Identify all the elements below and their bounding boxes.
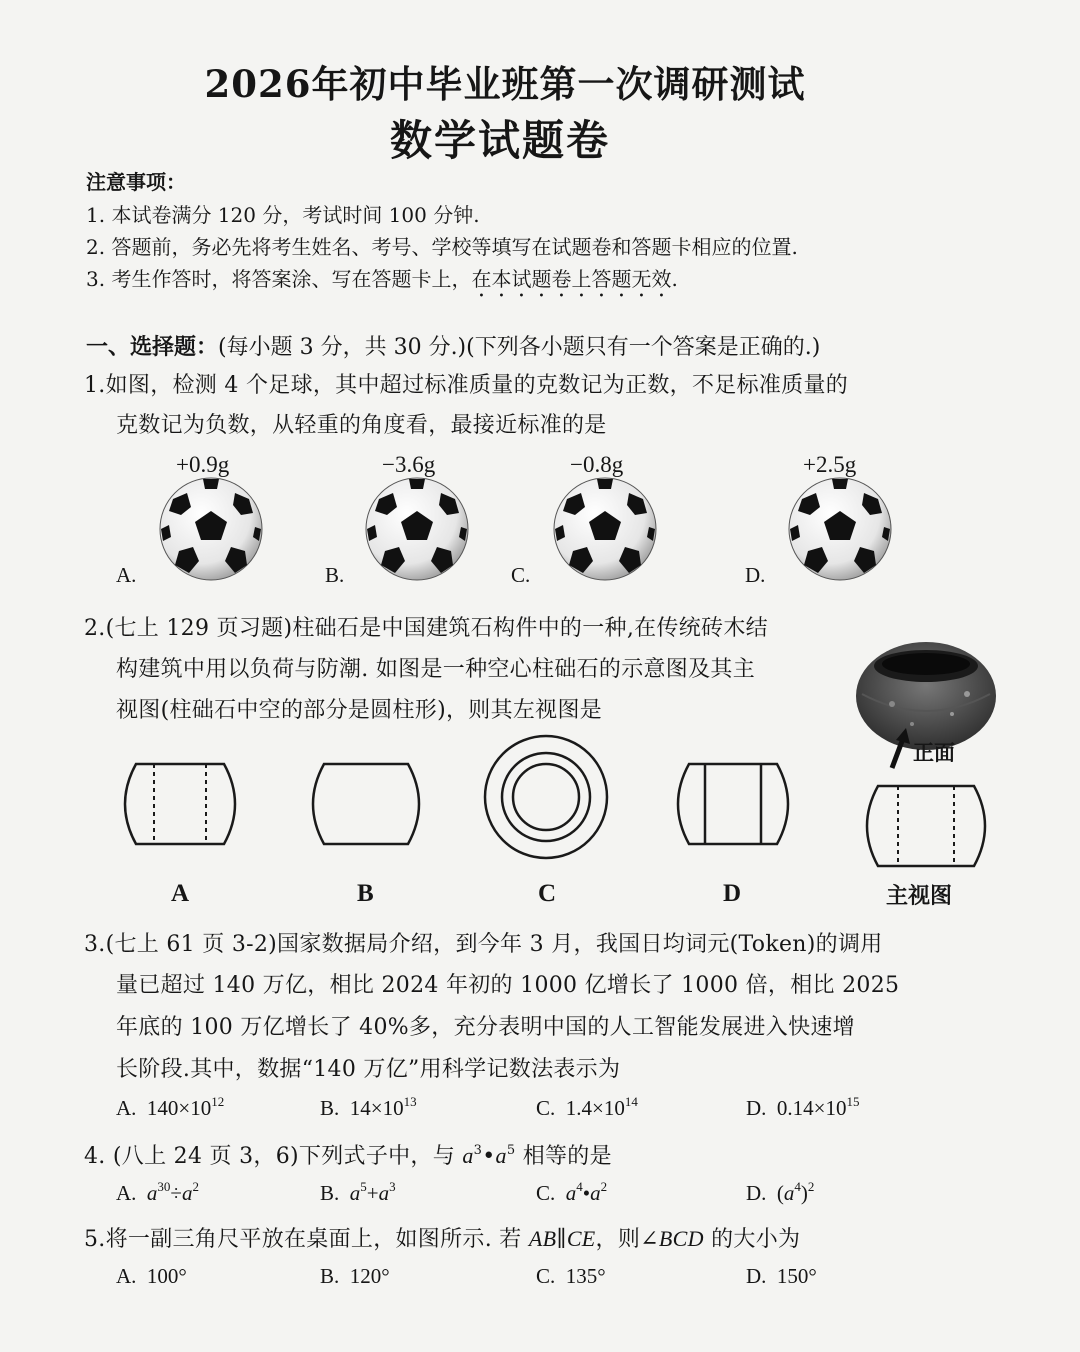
- q4-option-d-label: D.: [746, 1181, 767, 1205]
- front-label: 正面: [913, 741, 955, 765]
- view-d-figure: [663, 758, 803, 850]
- q5-option-b-value: 120°: [349, 1264, 390, 1288]
- q5-option-a: [116, 1264, 187, 1289]
- view-a-label: A: [171, 880, 190, 907]
- q5-option-d: [746, 1264, 817, 1289]
- q5-suffix: 的大小为: [711, 1227, 801, 1252]
- q1-line-2: 克数记为负数，从轻重的角度看，最接近标准的是: [116, 413, 607, 438]
- q3-option-a-base: 140×10: [146, 1096, 212, 1120]
- q1-option-a: A.: [116, 563, 137, 587]
- q5-option-b: [320, 1264, 390, 1289]
- q4-option-b-label: B.: [320, 1181, 340, 1205]
- q3-line-1: 3.(七上 61 页 3-2)国家数据局介绍，到今年 3 月，我国日均词元(Token)的调用: [84, 932, 883, 957]
- q5-option-d-value: 150°: [776, 1264, 817, 1288]
- q3-option-c-label: C.: [536, 1096, 556, 1120]
- view-c-label: C: [538, 880, 557, 907]
- q3-line-2: 量已超过 140 万亿，相比 2024 年初的 1000 亿增长了 1000 倍，相比 2025: [116, 973, 900, 998]
- q5-option-a-label: A.: [116, 1264, 137, 1288]
- q4-suffix: 相等的是: [522, 1144, 612, 1169]
- soccer-ball-c: [553, 477, 659, 583]
- q3-option-a-label: A.: [116, 1096, 137, 1120]
- note-item-1: 1. 本试卷满分 120 分，考试时间 100 分钟.: [86, 203, 480, 227]
- q3-option-d-base: 0.14×10: [776, 1096, 847, 1120]
- q4-option-d: D. $(a^4)^2$: [746, 1179, 815, 1205]
- note-item-2: 2. 答题前，务必先将考生姓名、考号、学校等填写在试题卷和答题卡相应的位置.: [86, 235, 798, 259]
- note-item-3-emphasis: 在本试题卷上答题无效.: [471, 267, 678, 291]
- note-item-3: [86, 263, 678, 302]
- soccer-ball-a: [159, 477, 265, 583]
- section-1-desc: (每小题 3 分，共 30 分.)(下列各小题只有一个答案是正确的.): [218, 335, 821, 360]
- q4-prefix: 4. (八上 24 页 3，6)下列式子中，与: [84, 1144, 456, 1169]
- q3-option-d-label: D.: [746, 1096, 767, 1120]
- front-arrow-icon: [884, 728, 912, 770]
- q4-option-b: B. $a^5+a^3$: [320, 1179, 396, 1205]
- q3-option-d-exp: 15: [846, 1094, 860, 1109]
- q5-option-a-value: 100°: [146, 1264, 187, 1288]
- soccer-ball-b: [365, 477, 471, 583]
- view-a-figure: [110, 758, 250, 850]
- q5-stem: 5.将一副三角尺平放在桌面上，如图所示. 若 AB∥CE，则∠BCD 的大小为: [84, 1226, 801, 1252]
- q5-prefix: 5.将一副三角尺平放在桌面上，如图所示. 若: [84, 1227, 522, 1252]
- q1-mass-d: +2.5g: [803, 452, 857, 477]
- q3-option-d: [746, 1096, 860, 1121]
- view-b-figure: [298, 758, 434, 850]
- q1-line-1: 1.如图，检测 4 个足球，其中超过标准质量的克数记为正数，不足标准质量的: [84, 373, 849, 398]
- q3-option-a-exp: 12: [211, 1094, 225, 1109]
- q1-mass-b: −3.6g: [382, 452, 436, 477]
- main-view-figure: [854, 782, 998, 872]
- q5-option-b-label: B.: [320, 1264, 340, 1288]
- soccer-ball-d: [788, 477, 894, 583]
- view-c-figure: [481, 732, 611, 862]
- q2-line-3: 视图(柱础石中空的部分是圆柱形)，则其左视图是: [116, 698, 603, 723]
- q3-option-b-exp: 13: [403, 1094, 417, 1109]
- q1-mass-c: −0.8g: [570, 452, 624, 477]
- q3-option-b-base: 14×10: [349, 1096, 404, 1120]
- q2-line-1: 2.(七上 129 页习题)柱础石是中国建筑石构件中的一种,在传统砖木结: [84, 616, 768, 641]
- q3-line-3: 年底的 100 万亿增长了 40%多，充分表明中国的人工智能发展进入快速增: [116, 1015, 855, 1040]
- q5-middle: ，则: [595, 1227, 641, 1252]
- q5-option-c-label: C.: [536, 1264, 556, 1288]
- q4-option-a-label: A.: [116, 1181, 137, 1205]
- q4-option-a: A. $a^{30}\div a^2$: [116, 1179, 199, 1205]
- q1-mass-a: +0.9g: [176, 452, 230, 477]
- view-d-label: D: [723, 880, 742, 907]
- section-1-title: 一、选择题：: [86, 335, 219, 360]
- q5-option-c: [536, 1264, 606, 1289]
- exam-title: 2026年初中毕业班第一次调研测试: [204, 62, 806, 106]
- note-item-3-text: 3. 考生作答时，将答案涂、写在答题卡上，: [86, 267, 472, 291]
- q3-option-c: [536, 1096, 638, 1121]
- q3-line-4: 长阶段.其中，数据“140 万亿”用科学记数法表示为: [116, 1057, 621, 1082]
- section-1-heading: [86, 330, 820, 361]
- q3-option-c-exp: 14: [624, 1094, 638, 1109]
- exam-subtitle: 数学试题卷: [389, 116, 610, 165]
- q2-line-2: 构建筑中用以负荷与防潮. 如图是一种空心柱础石的示意图及其主: [116, 657, 755, 682]
- notes-heading: 注意事项：: [86, 170, 186, 194]
- q4-option-c-label: C.: [536, 1181, 556, 1205]
- q5-option-d-label: D.: [746, 1264, 767, 1288]
- view-b-label: B: [357, 880, 374, 907]
- q3-option-c-base: 1.4×10: [565, 1096, 625, 1120]
- q3-option-b-label: B.: [320, 1096, 340, 1120]
- q1-option-b: B.: [325, 563, 345, 587]
- main-view-label: 主视图: [886, 884, 953, 909]
- q3-option-a: [116, 1096, 224, 1121]
- q3-option-b: [320, 1096, 417, 1121]
- q4-stem: 4. (八上 24 页 3，6)下列式子中，与 $a^3•a^5$ 相等的是: [84, 1143, 612, 1169]
- q1-option-d: D.: [745, 563, 766, 587]
- q5-option-c-value: 135°: [565, 1264, 606, 1288]
- q4-option-c: C. $a^4•a^2$: [536, 1179, 608, 1205]
- q1-option-c: C.: [511, 563, 531, 587]
